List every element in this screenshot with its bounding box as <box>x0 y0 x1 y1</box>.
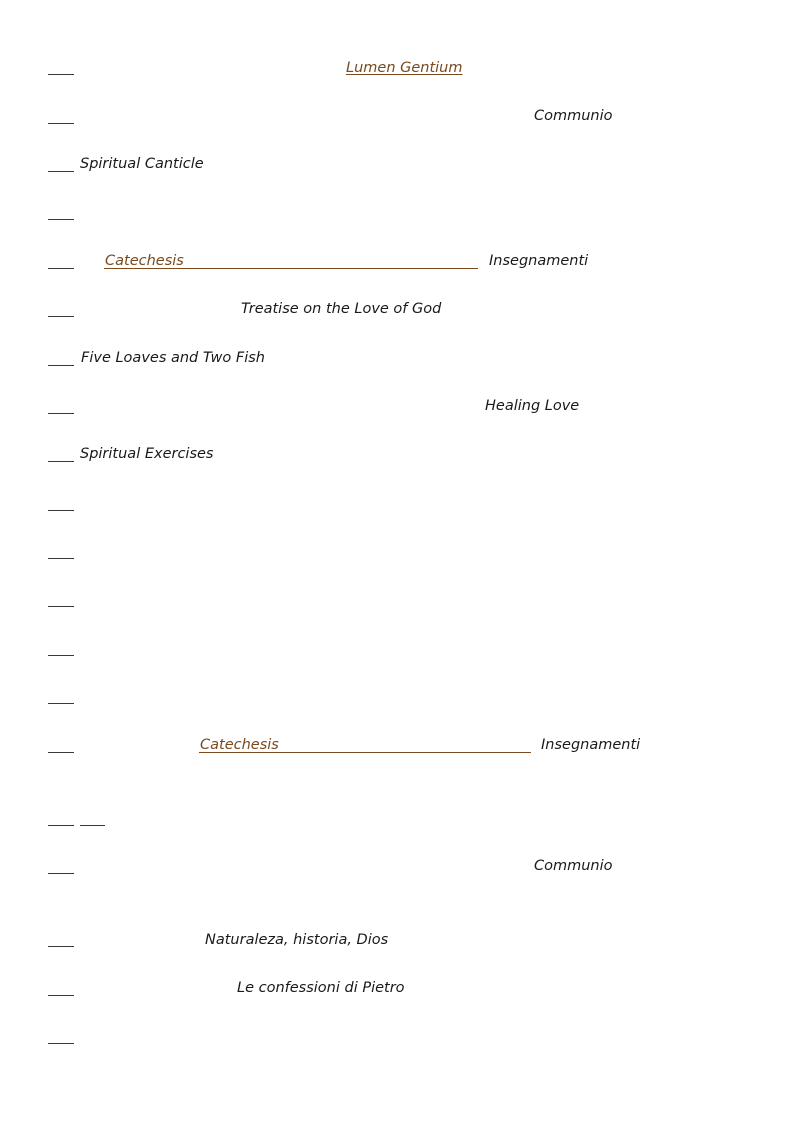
title-communio: Communio <box>534 108 613 124</box>
footnote-blank <box>48 123 74 124</box>
footnote-blank <box>48 413 74 414</box>
title-naturaleza-historia-dios: Naturaleza, historia, Dios <box>205 932 389 948</box>
footnote-blank <box>48 703 74 704</box>
footnote-blank <box>48 1043 74 1044</box>
footnote-blank <box>48 74 74 75</box>
title-treatise-love-of-god: Treatise on the Love of God <box>241 301 442 317</box>
footnote-blank <box>48 825 74 826</box>
footnote-blank <box>80 825 105 826</box>
link-catechesis[interactable]: Catechesis <box>105 253 184 269</box>
footnote-blank <box>48 558 74 559</box>
footnote-blank <box>48 995 74 996</box>
footnote-blank <box>48 171 74 172</box>
footnote-blank <box>48 655 74 656</box>
footnote-blank <box>48 873 74 874</box>
title-communio: Communio <box>534 858 613 874</box>
title-healing-love: Healing Love <box>485 398 580 414</box>
footnote-blank <box>48 510 74 511</box>
title-insegnamenti: Insegnamenti <box>489 253 589 269</box>
title-insegnamenti: Insegnamenti <box>541 737 641 753</box>
footnote-blank <box>48 606 74 607</box>
title-five-loaves: Five Loaves and Two Fish <box>81 350 265 366</box>
link-catechesis[interactable]: Catechesis <box>200 737 279 753</box>
footnote-blank <box>48 219 74 220</box>
title-spiritual-exercises: Spiritual Exercises <box>80 446 214 462</box>
footnote-blank <box>48 461 74 462</box>
title-spiritual-canticle: Spiritual Canticle <box>80 156 204 172</box>
footnote-blank <box>48 316 74 317</box>
footnote-blank <box>48 268 74 269</box>
title-le-confessioni-di-pietro: Le confessioni di Pietro <box>237 980 405 996</box>
footnote-blank <box>48 752 74 753</box>
footnote-blank <box>48 946 74 947</box>
footnote-blank <box>48 365 74 366</box>
link-underline <box>199 752 531 753</box>
link-lumen-gentium[interactable]: Lumen Gentium <box>346 60 463 76</box>
link-underline <box>104 268 478 269</box>
